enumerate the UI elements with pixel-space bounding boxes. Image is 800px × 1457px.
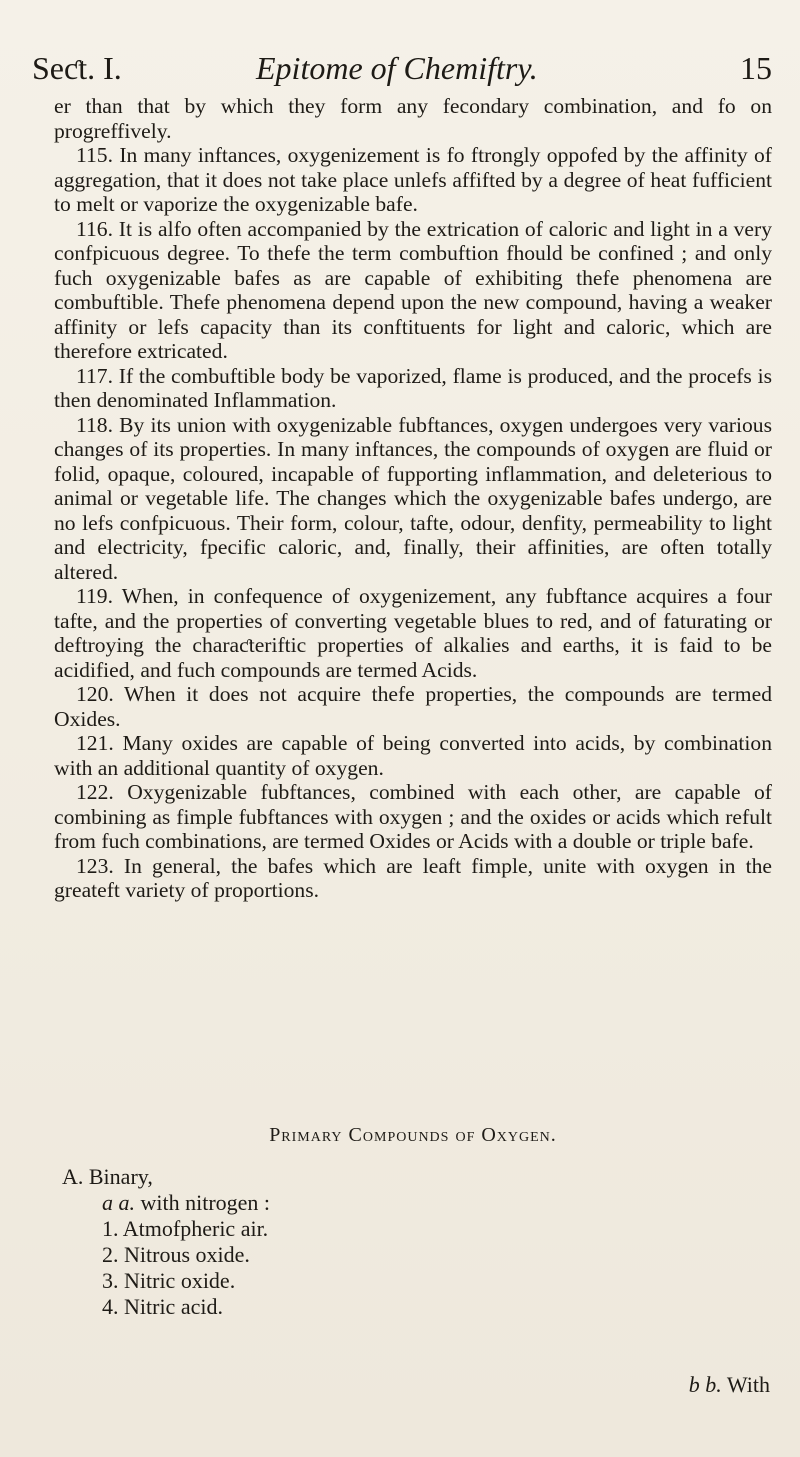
subheading-letter: a a. <box>102 1190 135 1215</box>
paragraph: 121. Many oxides are capable of being converted into acids, by combination with an additional quantity of oxygen. <box>54 731 772 780</box>
paragraph: 120. When it does not acquire thefe properties, the compounds are termed Oxides. <box>54 682 772 731</box>
paragraph: 122. Oxygenizable fubftances, combined with each other, are capable of combining as fimple fubftances with oxygen ; and the oxides or acids which refult from fuch combinations, are termed Oxides or Acids with a double or triple bafe. <box>54 780 772 853</box>
paragraph: 116. It is alfo often accompanied by the extrication of caloric and light in a very confpicuous degree. To thefe the term combuftion fhould be confined ; and only fuch oxygenizable bafes as are capable of exhibiting thefe phenomena are combuftible. Thefe phenomena depend upon the new compound, having a weaker affinity or lefs capacity than its conftituents for light and caloric, which are therefore extricated. <box>54 216 772 363</box>
paragraph: er than that by which they form any fecondary combination, and fo on progreffively. <box>54 94 772 143</box>
paragraph: 119. When, in confequence of oxygenizement, any fubftance acquires a four tafte, and the properties of converting vegetable blues to red, and of faturating or deftroying the charaƈteriftic properties of alkalies and earths, it is faid to be acidified, and fuch compounds are termed Acids. <box>54 584 772 682</box>
catchword-text: With <box>721 1372 770 1397</box>
list-item: 4. Nitric acid. <box>102 1294 223 1319</box>
paragraph: 123. In general, the bafes which are leaft fimple, unite with oxygen in the greateft variety of proportions. <box>54 853 772 902</box>
catchword <box>689 1372 770 1398</box>
compound-list <box>62 1164 762 1320</box>
running-header <box>32 48 772 88</box>
list-item: 2. Nitrous oxide. <box>102 1242 250 1267</box>
catchword-letter: b b. <box>688 1372 722 1397</box>
paragraph: 115. In many inftances, oxygenizement is fo ftrongly oppofed by the affinity of aggregation, that it does not take place unlefs affifted by a degree of heat fufficient to melt or vaporize the oxygenizable bafe. <box>54 143 772 216</box>
section-heading: Primary Compounds of Oxygen. <box>269 1124 557 1146</box>
page-number: 15 <box>740 50 772 86</box>
subheading-text: with nitrogen : <box>135 1190 271 1215</box>
list-heading-binary: A. Binary, <box>62 1164 153 1189</box>
list-item: 3. Nitric oxide. <box>102 1268 236 1293</box>
paragraph: 118. By its union with oxygenizable fubftances, oxygen undergoes very various changes of its properties. In many inftances, the compounds of oxygen are fluid or folid, opaque, coloured, incapable of fupporting inflammation, and deleterious to animal or vegetable life. The changes which the oxygenizable bafes undergo, are no lefs confpicuous. Their form, colour, tafte, odour, denfity, permeability to light and electricity, fpecific caloric, and, finally, their affinities, are often totally altered. <box>54 412 772 584</box>
list-subheading <box>62 1190 762 1216</box>
running-title: Epitome of Chemiftry. <box>256 50 538 86</box>
list-item: 1. Atmofpheric air. <box>102 1216 269 1241</box>
body-text <box>54 94 772 903</box>
paragraph: 117. If the combuftible body be vaporized, flame is produced, and the procefs is then denominated Inflammation. <box>54 363 772 412</box>
section-label: Seƈt. I. <box>32 50 122 86</box>
